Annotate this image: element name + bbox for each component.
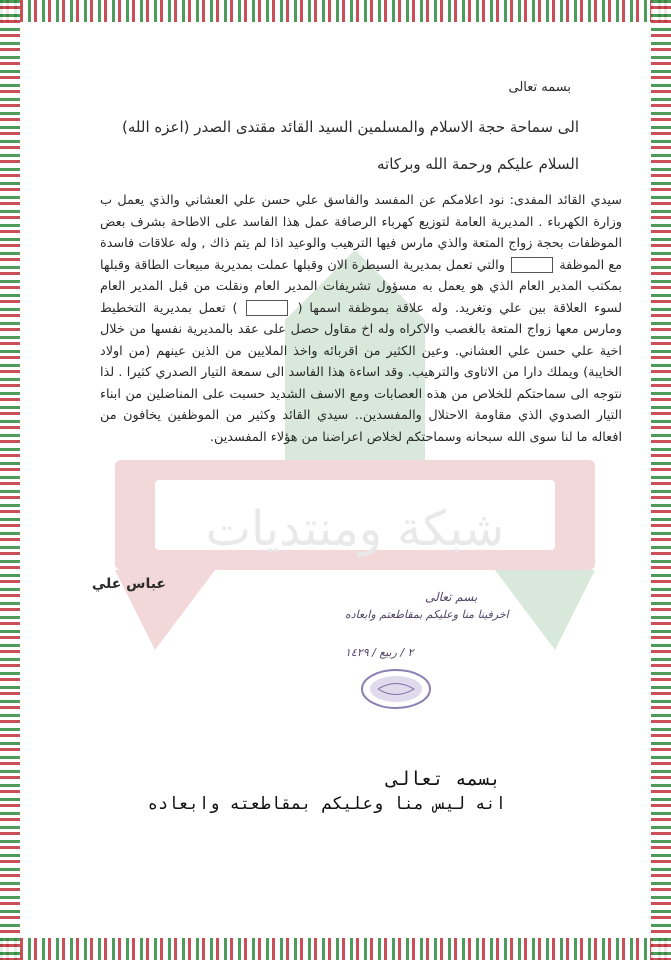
watermark-red-band — [115, 460, 595, 570]
redacted-name-box — [511, 257, 553, 273]
office-stamp — [360, 668, 432, 710]
letter-body-part2: والتي تعمل بمديرية السيطرة الان وقبلها عملت بمديرية مبيعات الطاقة وقبلها بمكتب المدير العام الذي هو يعمل به مسؤول تشريفات المدير العام ونقلت من قبل المدير العام لسوء العلاقة بين علي وتغريد. وله علاقة بموظفة اسمها ( — [100, 257, 622, 316]
letter-body-part3: ) تعمل بمديرية التخطيط ومارس معها زواج المتعة بالغصب والاكراه وله اخ مقاول حصل على عقد بالمديرية نفسها من خلال اخية علي حسن علي العشاني. وعين الكثير من اقربائه واخذ الملايين من الذين عينهم (من اولاد الخايبة) ويملك دارا من الاتاوى والترهيب. وقد اساءة هذا الفاسد الى سمعة التيار الصدري كثيرا . لذا نتوجه الى سماحتكم للخلاص من هذه العصابات ومع الاسف الشديد حسبت على المناضلين من ابناء التيار الصدوي الذي مقاومة الاحتلال والمفسدين.. سيدي القائد وكثير من الموظفين يخافون من افعاله ما لنا سوى الله سبحانه وسماحتكم لخلاص اعراضنا من هؤلاء المفسدين. — [100, 300, 622, 445]
typed-reply-line2: انه ليس منا وعليكم بمقاطعته وابعاده — [147, 794, 506, 814]
redacted-name-box — [246, 300, 288, 316]
address-line: الى سماحة حجة الاسلام والمسلمين السيد القائد مقتدى الصدر (اعزه الله) — [122, 118, 579, 136]
decorative-border-top — [0, 0, 671, 22]
handwritten-reply-line2: اخرفينا منا وعليكم بمقاطعتم وابعاده — [345, 608, 509, 621]
signature-name: عباس علي — [91, 576, 166, 592]
letter-body — [100, 190, 622, 448]
greeting-line: السلام عليكم ورحمة الله وبركاته — [377, 155, 579, 173]
handwritten-reply-line1: بسم تعالى — [425, 590, 478, 604]
decorative-border-left — [0, 0, 20, 960]
typed-reply-line1: بسمه تعالى — [386, 768, 501, 790]
handwritten-date: ٢ / ربيع / ١٤٢٩ — [345, 646, 414, 659]
watermark-right-flag — [495, 570, 595, 650]
decorative-border-right — [651, 0, 671, 960]
watermark-white-band — [155, 480, 555, 550]
watermark-text: شبكة ومنتديات — [205, 501, 505, 557]
decorative-border-bottom — [0, 938, 671, 960]
basmala: بسمه تعالى — [508, 80, 571, 95]
letter-body-part1: سيدي القائد المفدى: نود اعلامكم عن المفسد والفاسق علي حسن علي العشاني والذي يعمل ب وزارة الكهرباء . المديرية العامة لتوزيع كهرباء الرصافة عمل هذا الفاسد على الاطاحة بشرف بعض الموظفات بحجة زواج المتعة والذي مارس فيها الترهيب والوعيد اذا لم يتم ذاك , وله علاقات فاسدة مع الموظفة — [100, 193, 622, 273]
